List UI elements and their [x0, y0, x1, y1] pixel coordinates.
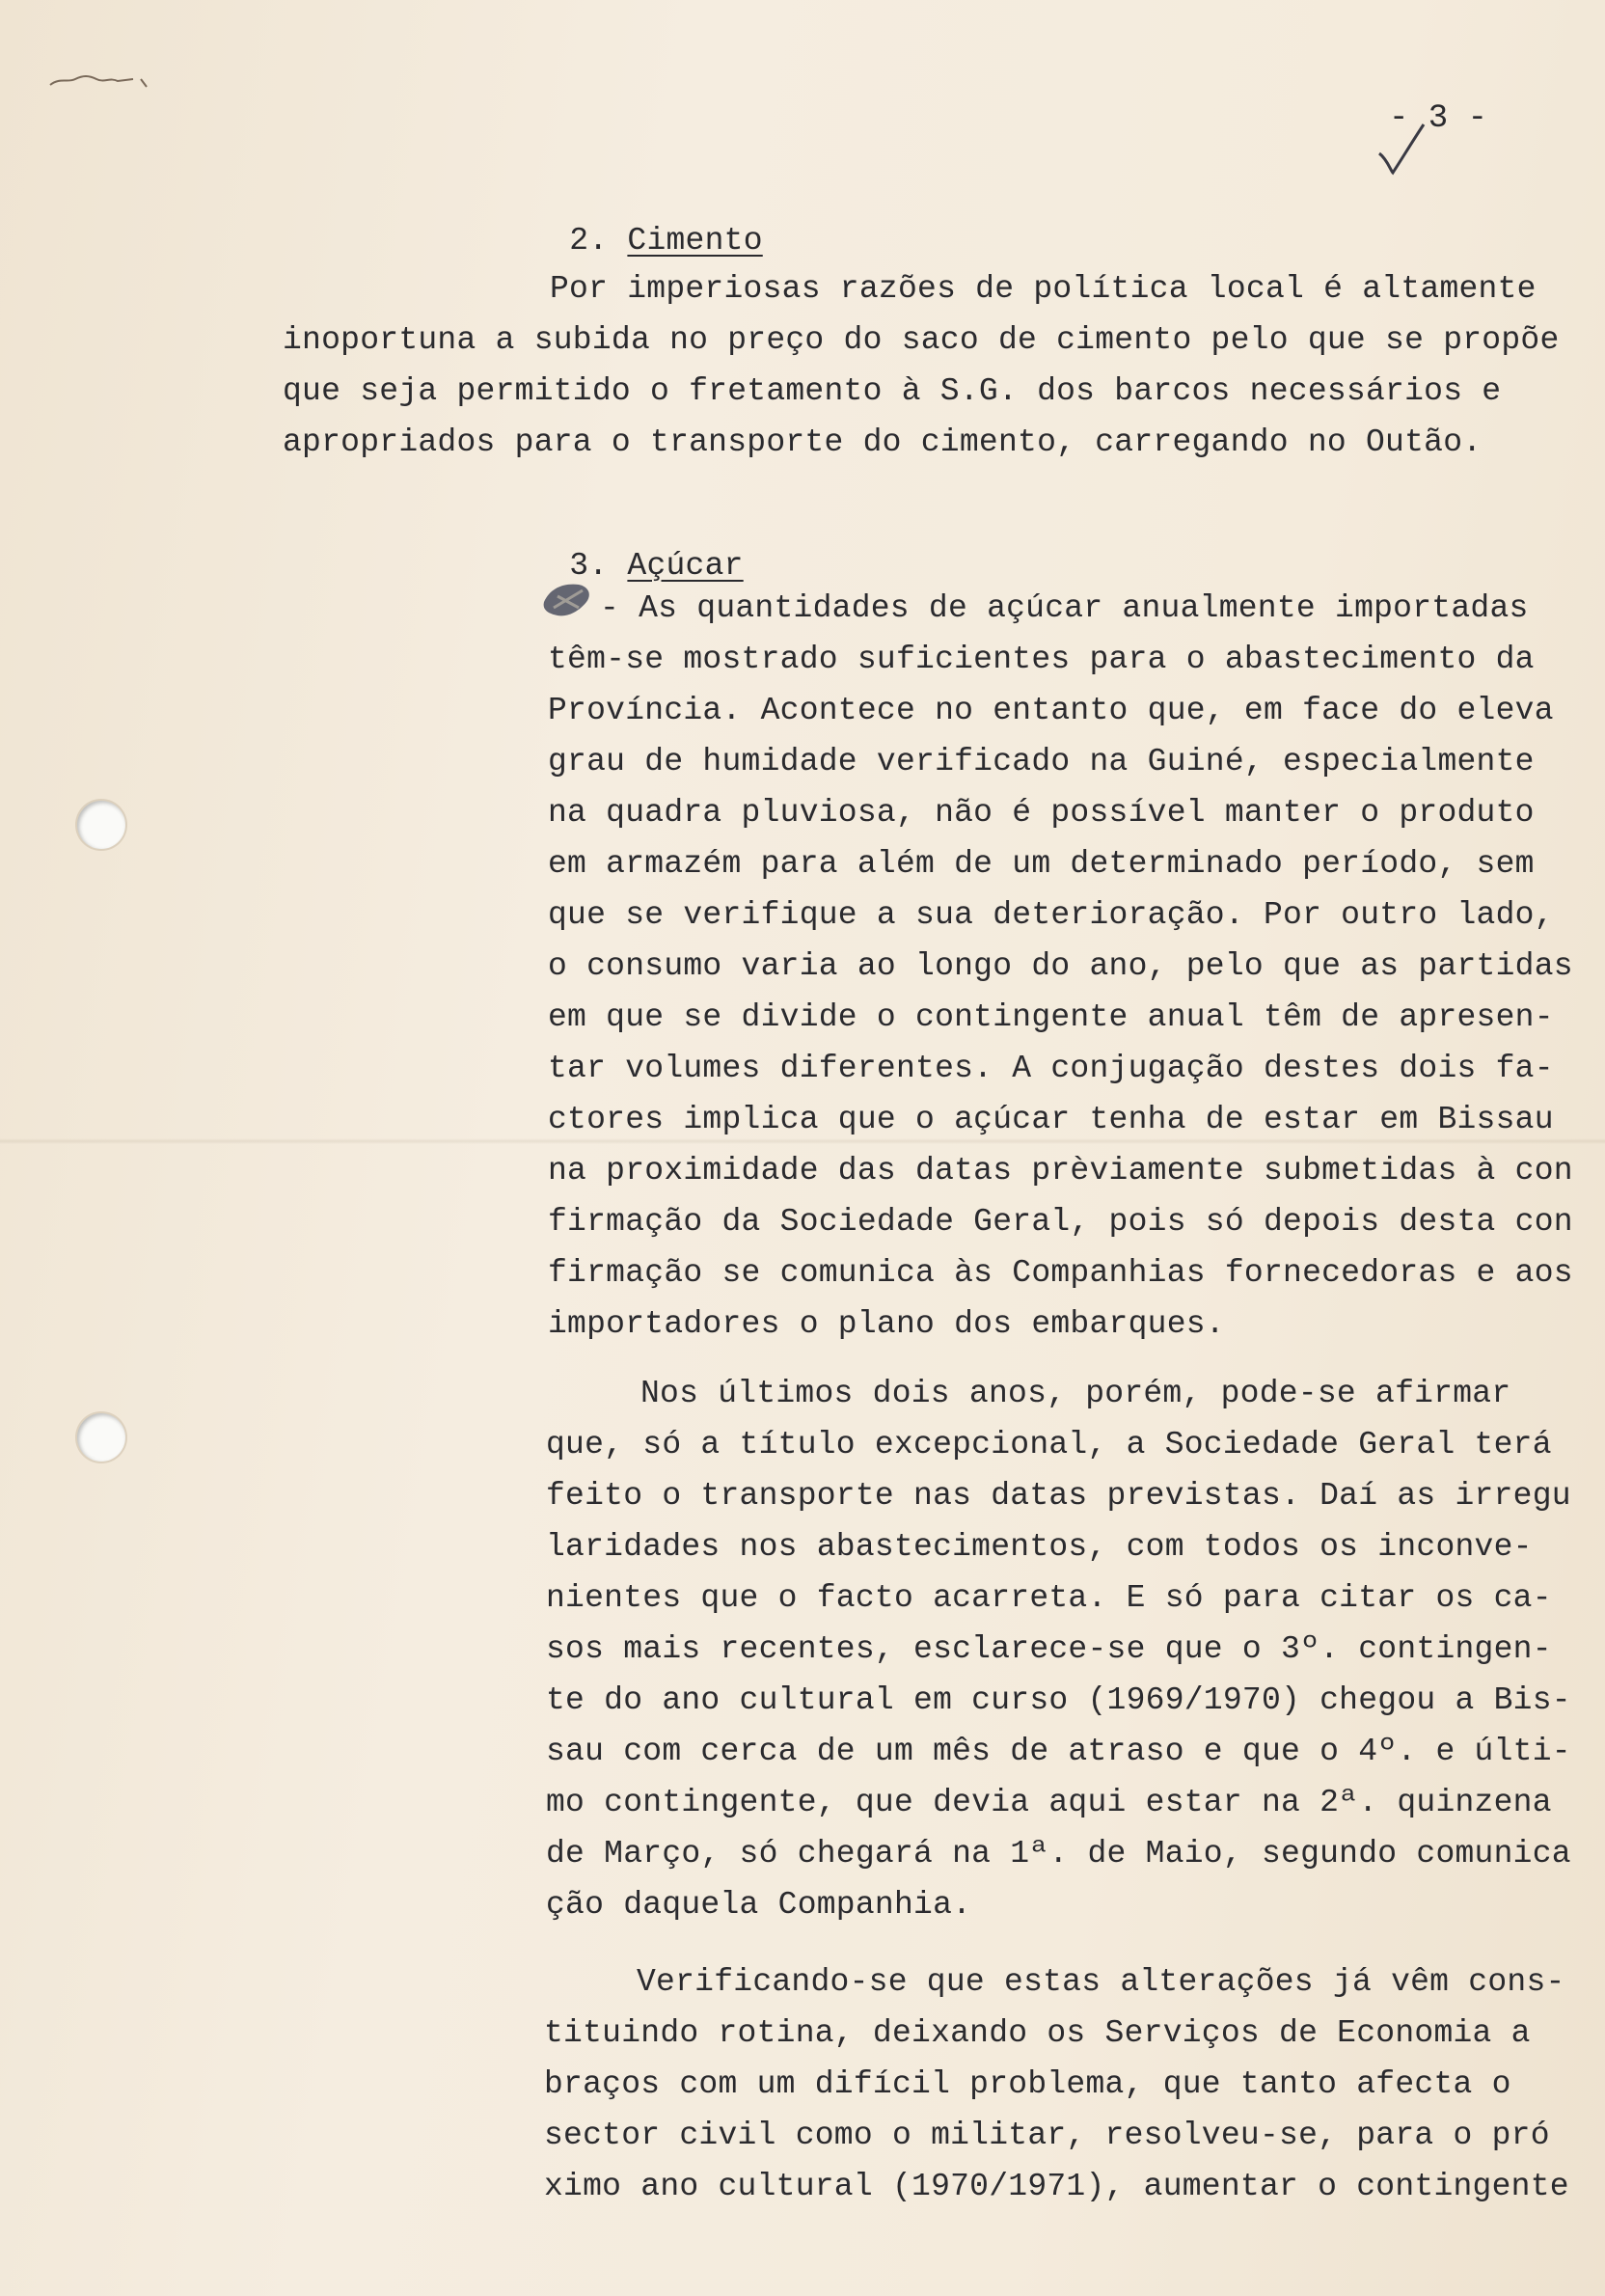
acucar-p2-line: que, só a título excepcional, a Sociedade Geral terá	[546, 1427, 1552, 1462]
acucar-p2-line: sau com cerca de um mês de atraso e que o 4º. e últi-	[546, 1734, 1571, 1769]
ink-smudge	[540, 579, 594, 623]
section-2-line: inoportuna a subida no preço do saco de cimento pelo que se propõe	[283, 322, 1560, 358]
acucar-p1-line: firmação da Sociedade Geral, pois só depois desta con	[548, 1204, 1573, 1240]
acucar-p3-line: Verificando-se que estas alterações já vêm cons-	[637, 1964, 1565, 2000]
section-2-line: Por imperiosas razões de política local é altamente	[550, 271, 1537, 307]
acucar-p1-line: em que se divide o contingente anual têm de apresen-	[548, 999, 1554, 1035]
page-number: - 3 -	[1389, 100, 1488, 137]
acucar-p3-line: sector civil como o militar, resolveu-se, para o pró	[544, 2118, 1550, 2153]
acucar-p1-line: tar volumes diferentes. A conjugação destes dois fa-	[548, 1051, 1554, 1086]
corner-pencil-mark	[46, 58, 162, 96]
acucar-p1-line: na proximidade das datas prèviamente submetidas à con	[548, 1153, 1573, 1189]
acucar-p1-line: ctores implica que o açúcar tenha de estar em Bissau	[548, 1102, 1554, 1137]
section-2-line: apropriados para o transporte do cimento, carregando no Outão.	[283, 424, 1483, 460]
punch-hole	[77, 1413, 125, 1462]
acucar-p1-line: importadores o plano dos embarques.	[548, 1306, 1225, 1342]
acucar-p1-line: que se verifique a sua deterioração. Por outro lado,	[548, 897, 1554, 933]
section-2-title: Cimento	[627, 223, 763, 259]
acucar-p2-line: nientes que o facto acarreta. E só para citar os ca-	[546, 1580, 1552, 1616]
page-number-mark	[1370, 92, 1514, 178]
acucar-p1-line: grau de humidade verificado na Guiné, especialmente	[548, 744, 1535, 779]
acucar-p2-line: de Março, só chegará na 1ª. de Maio, segundo comunica	[546, 1836, 1571, 1872]
acucar-p2-line: te do ano cultural em curso (1969/1970) chegou a Bis-	[546, 1682, 1571, 1718]
acucar-p1-line: - As quantidades de açúcar anualmente importadas	[600, 590, 1529, 626]
acucar-p2-line: sos mais recentes, esclarece-se que o 3º. contingen-	[546, 1631, 1552, 1667]
acucar-p3-line: ximo ano cultural (1970/1971), aumentar o contingente	[544, 2169, 1569, 2204]
acucar-p2-line: laridades nos abastecimentos, com todos os inconve-	[546, 1529, 1533, 1565]
acucar-p1-line: na quadra pluviosa, não é possível manter o produto	[548, 795, 1535, 831]
acucar-p1-line: Província. Acontece no entanto que, em face do eleva	[548, 693, 1554, 728]
punch-hole	[77, 801, 125, 849]
section-2-number: 2.	[569, 223, 609, 259]
acucar-p1-line: o consumo varia ao longo do ano, pelo que as partidas	[548, 948, 1573, 984]
acucar-p2-line: ção daquela Companhia.	[546, 1887, 972, 1923]
acucar-p3-line: tituindo rotina, deixando os Serviços de Economia a	[544, 2015, 1531, 2051]
acucar-p2-line: mo contingente, que devia aqui estar na 2ª. quinzena	[546, 1785, 1552, 1820]
acucar-p1-line: têm-se mostrado suficientes para o abastecimento da	[548, 642, 1535, 677]
section-2-line: que seja permitido o fretamento à S.G. dos barcos necessários e	[283, 373, 1502, 409]
paper-fold	[0, 1138, 1605, 1144]
acucar-p2-line: Nos últimos dois anos, porém, pode-se afirmar	[640, 1376, 1511, 1411]
acucar-p3-line: braços com um difícil problema, que tanto afecta o	[544, 2066, 1511, 2102]
acucar-p1-line: em armazém para além de um determinado período, sem	[548, 846, 1535, 882]
acucar-p2-line: feito o transporte nas datas previstas. Daí as irregu	[546, 1478, 1571, 1514]
section-3-title: Açúcar	[627, 548, 744, 584]
acucar-p1-line: firmação se comunica às Companhias fornecedoras e aos	[548, 1255, 1573, 1291]
section-3-number: 3.	[569, 548, 609, 584]
